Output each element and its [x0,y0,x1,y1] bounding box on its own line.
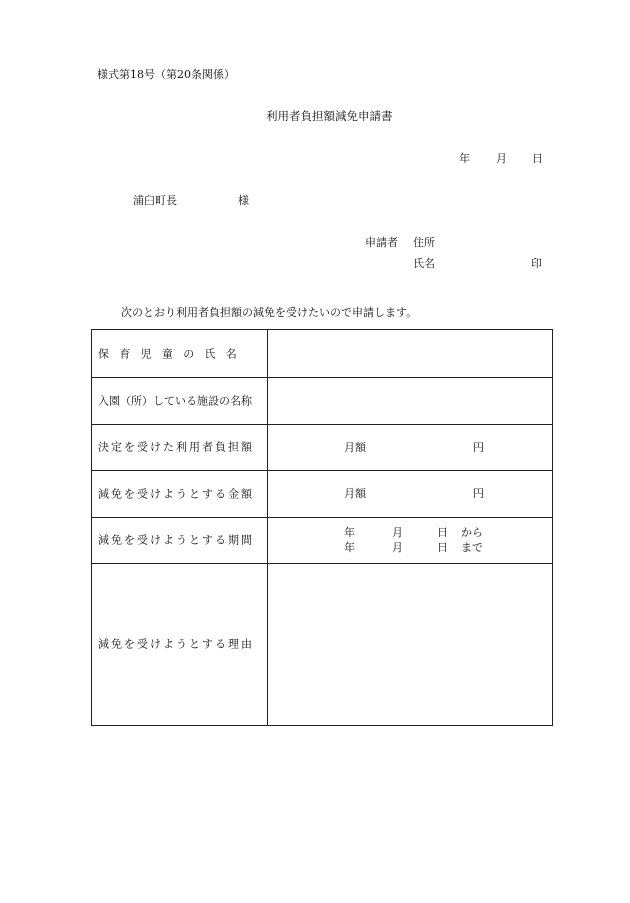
addressee-name: 浦臼町長 [133,194,177,207]
row-decided-amount [92,424,552,471]
addressee-honorific: 様 [238,194,249,207]
requested-yen-label: 円 [473,487,484,500]
form-title: 利用者負担額減免申請書 [266,109,393,123]
requested-monthly-label: 月額 [344,487,366,500]
period-until: まで [461,541,483,554]
decided-monthly-label: 月額 [344,441,366,454]
requested-amount-label: 減免を受けようとする金額 [98,487,254,500]
row-facility [92,377,552,425]
period-label: 減免を受けようとする期間 [98,533,254,547]
row-child-name [92,330,552,378]
date-day-label: 日 [532,152,543,165]
applicant-name-label: 氏名 [413,257,435,270]
decided-yen-label: 円 [473,441,484,454]
period-start-day: 日 [437,526,448,539]
period-end-month: 月 [392,541,403,554]
date-month-label: 月 [496,152,507,165]
row-reason [92,563,552,725]
row-period [92,517,552,564]
period-end-day: 日 [437,541,448,554]
period-end-year: 年 [344,541,355,554]
facility-label: 入園（所）している施設の名称 [98,394,252,407]
row-requested-amount [92,470,552,518]
applicant-label: 申請者 [365,236,398,249]
child-name-label: 保育児童の氏名 [98,347,248,360]
period-start-year: 年 [344,526,355,539]
application-table [91,329,553,726]
form-number: 様式第18号（第20条関係） [97,68,235,81]
period-start-month: 月 [392,526,403,539]
intro-text: 次のとおり利用者負担額の減免を受けたいので申請します。 [121,306,418,319]
date-year-label: 年 [459,152,470,165]
period-from: から [461,526,483,539]
seal-mark: 印 [531,257,542,270]
decided-amount-label: 決定を受けた利用者負担額 [98,440,254,454]
reason-label: 減免を受けようとする理由 [98,637,254,651]
applicant-address-label: 住所 [413,236,435,249]
